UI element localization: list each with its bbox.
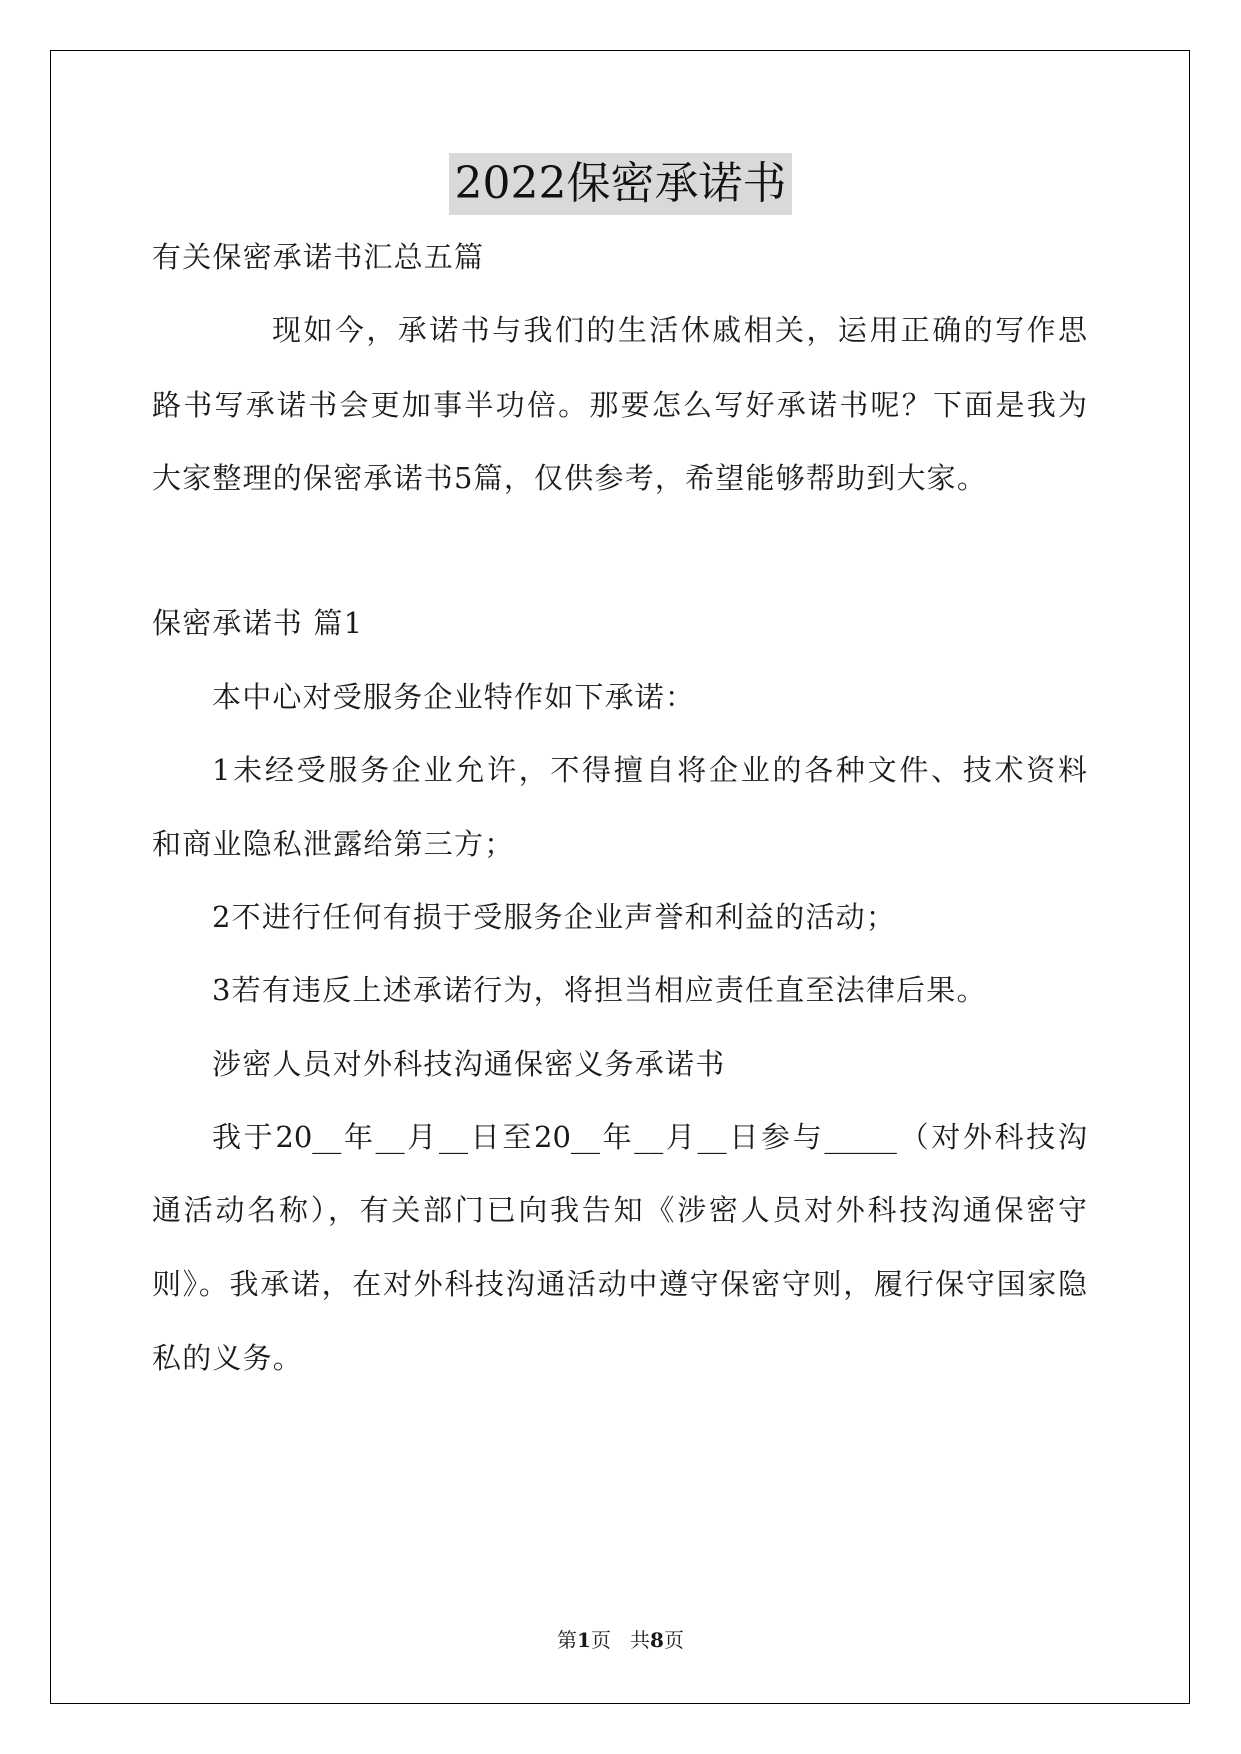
page-border (50, 50, 1190, 1704)
intro-line-3: 大家整理的保密承诺书5篇，仅供参考，希望能够帮助到大家。 (152, 461, 988, 495)
pledge-line-2: 通活动名称），有关部门已向我告知《涉密人员对外科技沟通保密守 (152, 1193, 1087, 1227)
sub-heading: 涉密人员对外科技沟通保密义务承诺书 (212, 1047, 726, 1081)
footer-suffix: 页 (663, 1628, 684, 1652)
footer-mid: 页 共 (590, 1628, 651, 1652)
footer-page-total: 8 (650, 1628, 664, 1652)
footer-page-number: 1 (577, 1628, 591, 1652)
page-footer (0, 1628, 1241, 1652)
document-title: 2022保密承诺书 (449, 153, 793, 215)
section-heading: 保密承诺书 篇1 (152, 606, 364, 640)
item-3: 3若有违反上述承诺行为，将担当相应责任直至法律后果。 (212, 973, 987, 1007)
item-1-line-1: 1未经受服务企业允许，不得擅自将企业的各种文件、技术资料 (212, 753, 1087, 787)
promise-intro: 本中心对受服务企业特作如下承诺： (212, 680, 696, 714)
item-1-line-2: 和商业隐私泄露给第三方； (152, 827, 515, 861)
pledge-line-4: 私的义务。 (152, 1341, 304, 1375)
document-title-wrap (0, 153, 1241, 215)
item-2: 2不进行任何有损于受服务企业声誉和利益的活动； (212, 900, 897, 934)
intro-line-1: 现如今，承诺书与我们的生活休戚相关，运用正确的写作思 (272, 313, 1087, 347)
pledge-line-1: 我于20__年__月__日至20__年__月__日参与_____（对外科技沟 (212, 1120, 1087, 1154)
pledge-line-3: 则》。我承诺，在对外科技沟通活动中遵守保密守则，履行保守国家隐 (152, 1267, 1087, 1301)
document-subtitle: 有关保密承诺书汇总五篇 (152, 240, 485, 274)
intro-line-2: 路书写承诺书会更加事半功倍。那要怎么写好承诺书呢？下面是我为 (152, 388, 1087, 422)
footer-prefix: 第 (557, 1628, 578, 1652)
